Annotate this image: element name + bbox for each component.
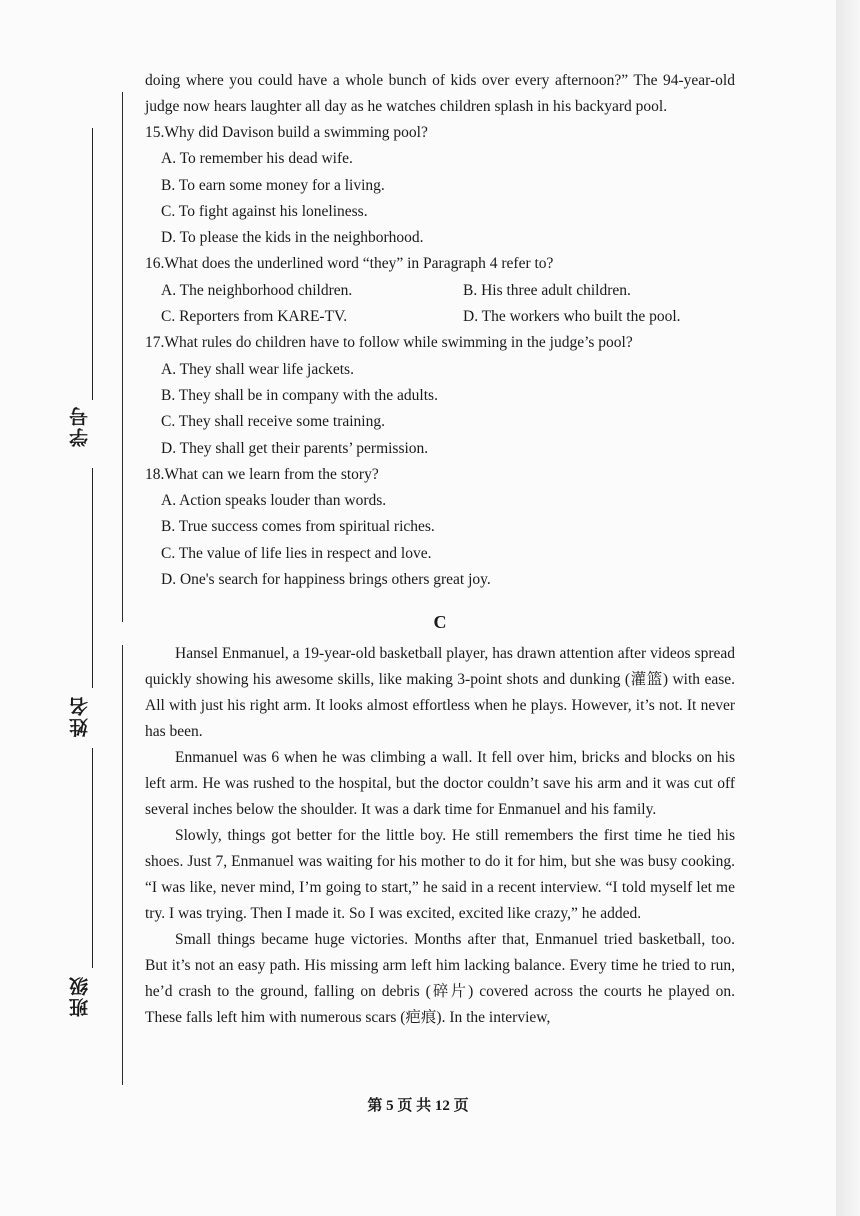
question-18	[145, 462, 735, 593]
passage-c-paragraph-1: Hansel Enmanuel, a 19-year-old basketball player, has drawn attention after videos spread quickly showing his awesome skills, like making 3-point shots and dunking (灌篮) with ease. All with just his right arm. It looks almost effortless when he plays. However, it’s not. It never has been.	[145, 645, 735, 741]
option-a: A. They shall wear life jackets.	[161, 360, 354, 378]
page-number: 第 5 页 共 12 页	[367, 1098, 469, 1114]
option-c: C. Reporters from KARE-TV.	[161, 308, 348, 326]
option-d: D. One's search for happiness brings others great joy.	[161, 571, 491, 589]
option-a: A. To remember his dead wife.	[161, 150, 353, 168]
student-id-label: 学号	[69, 405, 91, 447]
question-17	[145, 330, 735, 461]
student-id-blank	[92, 128, 93, 400]
option-d: D. They shall get their parents’ permission.	[161, 439, 429, 457]
option-d: D. The workers who built the pool.	[463, 308, 681, 326]
question-15	[145, 120, 735, 251]
option-a: A. The neighborhood children.	[161, 281, 353, 299]
passage-c-paragraph-3: Slowly, things got better for the little boy. He still remembers the first time he tied his shoes. Just 7, Enmanuel was waiting for his mother to do it for him, but she was busy cooking. “I was like, never mind, I’m going to start,” he said in a recent interview. “I told myself let me try. I was trying. Then I made it. So I was excited, excited like crazy,” he added.	[145, 827, 735, 923]
option-c: C. They shall receive some training.	[161, 413, 385, 431]
option-c: C. To fight against his loneliness.	[161, 202, 368, 220]
option-row	[145, 278, 735, 304]
name-blank	[92, 468, 93, 688]
class-blank	[92, 748, 93, 968]
section-heading: C	[433, 612, 447, 633]
option-row	[145, 304, 735, 330]
option-b: B. True success comes from spiritual riches.	[161, 518, 435, 536]
passage-b-ending: doing where you could have a whole bunch of kids over every afternoon?” The 94-year-old judge now hears laughter all day as he watches children splash in his backyard pool.	[145, 72, 735, 115]
question-stem: 17.What rules do children have to follow while swimming in the judge’s pool?	[145, 334, 633, 352]
question-stem: 15.Why did Davison build a swimming pool?	[145, 124, 428, 141]
page-content	[145, 68, 735, 1031]
option-a: A. Action speaks louder than words.	[161, 492, 387, 510]
scan-edge	[836, 0, 860, 1216]
passage-c-paragraph-2: Enmanuel was 6 when he was climbing a wall. It fell over him, bricks and blocks on his left arm. He was rushed to the hospital, but the doctor couldn’t save his arm and it was cut off several inches below the shoulder. It was a dark time for Enmanuel and his family.	[145, 749, 735, 819]
option-b: B. His three adult children.	[463, 281, 631, 299]
margin-rule-bottom	[122, 645, 123, 1085]
option-d: D. To please the kids in the neighborhood.	[161, 229, 424, 247]
class-label: 班级	[69, 975, 91, 1017]
question-16	[145, 251, 735, 330]
question-stem: 18.What can we learn from the story?	[145, 465, 379, 483]
passage-c-paragraph-4: Small things became huge victories. Months after that, Enmanuel tried basketball, too. But it’s not an easy path. His missing arm left him lacking balance. Every time he tried to run, he’d crash to the ground, falling on debris (碎片) covered across the courts he played on. These falls left him with numerous scars (疤痕). In the interview,	[145, 931, 735, 1027]
option-c: C. The value of life lies in respect and love.	[161, 544, 432, 562]
option-b: B. They shall be in company with the adults.	[161, 386, 438, 404]
margin-rule-top	[122, 92, 123, 622]
option-b: B. To earn some money for a living.	[161, 176, 385, 194]
question-stem: 16.What does the underlined word “they” in Paragraph 4 refer to?	[145, 255, 554, 273]
name-label: 姓名	[69, 695, 91, 737]
